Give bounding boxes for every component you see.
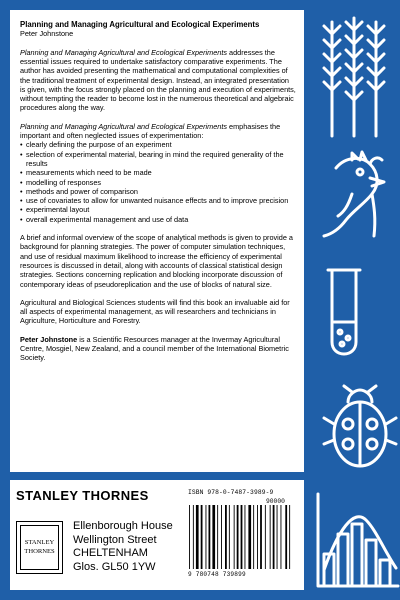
barcode-icon bbox=[188, 505, 294, 569]
logo-line-2: THORNES bbox=[24, 547, 55, 555]
wheat-icon bbox=[314, 10, 394, 138]
intro-title-italic: Planning and Managing Agricultural and Ecological Experiments bbox=[20, 47, 228, 57]
author-bio-name: Peter Johnstone bbox=[20, 334, 78, 344]
fourth-paragraph: Agricultural and Biological Sciences students will find this book an invaluable aid for all aspects of experimental management, as will researchers and technicians in Agriculture, Horticulture and Forestry. bbox=[20, 297, 290, 326]
address-line: Wellington Street bbox=[73, 533, 157, 546]
logo-line-1: STANLEY bbox=[24, 538, 55, 546]
book-title: Planning and Managing Agricultural and Ecological Experiments bbox=[20, 20, 260, 29]
second-title-italic: Planning and Managing Agricultural and Ecological Experiments bbox=[20, 121, 228, 131]
third-paragraph: A brief and informal overview of the scope of analytical methods is given to provide a background for planning strategies. The power of computer simulation techniques, and use of residual maximum likelihood to increase the efficiency of experimental resources is discussed in detail, along with accounts of classical statistical design strategies. Sections concerning replication and blocking incorporate discussion of contemporary ideas of pseudoreplication and the use of blocks of natural size. bbox=[20, 233, 293, 289]
list-item: • clearly defining the purpose of an experiment bbox=[20, 140, 296, 149]
isbn-label: ISBN 978-0-7487-3989-9 bbox=[188, 489, 274, 496]
test-tube-icon bbox=[320, 262, 368, 370]
list-item: • overall experimental management and use of data bbox=[20, 215, 296, 224]
barcode-number: 9 780748 739899 bbox=[188, 571, 246, 578]
second-paragraph bbox=[20, 122, 296, 141]
price-code: 90000 bbox=[266, 498, 285, 505]
second-text: emphasises the important and often neglected issues of experimentation: bbox=[20, 121, 281, 141]
intro-paragraph bbox=[20, 48, 296, 113]
publisher-logo bbox=[16, 521, 63, 574]
rooster-icon bbox=[318, 150, 394, 242]
author-bio-text: is a Scientific Resources manager at the Invermay Agricultural Centre, Mosgiel, New Zealand, and a council member of the International Biometric Society. bbox=[20, 334, 289, 363]
publisher-address bbox=[73, 520, 173, 574]
author-bio bbox=[20, 335, 296, 363]
list-item: • experimental layout bbox=[20, 205, 296, 214]
barcode-area bbox=[186, 489, 296, 583]
list-item: • methods and power of comparison bbox=[20, 187, 296, 196]
ladybird-icon bbox=[318, 384, 398, 476]
address-line: Ellenborough House bbox=[73, 520, 173, 532]
blurb-text bbox=[20, 20, 296, 363]
list-item: • modelling of responses bbox=[20, 178, 296, 187]
list-item: • measurements which need to be made bbox=[20, 168, 296, 177]
address-line: CHELTENHAM bbox=[73, 547, 148, 560]
address-line: Glos. GL50 1YW bbox=[73, 560, 156, 573]
list-item: • use of covariates to allow for unwanted nuisance effects and to improve precision bbox=[20, 196, 296, 205]
publisher-section bbox=[10, 480, 304, 590]
intro-text: addresses the essential issues required to undertake satisfactory comparative experiments. The author has avoided presenting the mathematical and computational complexities of the traditional treatment of experimental design. Instead, an integrated presentation is given, with the focus strongly placed on the planning and execution of experiments, without tempting the reader to become lost in the numerous theoretical and algebraic procedures along the way. bbox=[20, 47, 296, 113]
issue-list bbox=[20, 140, 296, 224]
publisher-name: STANLEY THORNES bbox=[16, 488, 149, 503]
list-item: • selection of experimental material, bearing in mind the required generality of the results bbox=[20, 150, 296, 169]
book-author: Peter Johnstone bbox=[20, 29, 74, 39]
graph-icon bbox=[312, 490, 400, 590]
